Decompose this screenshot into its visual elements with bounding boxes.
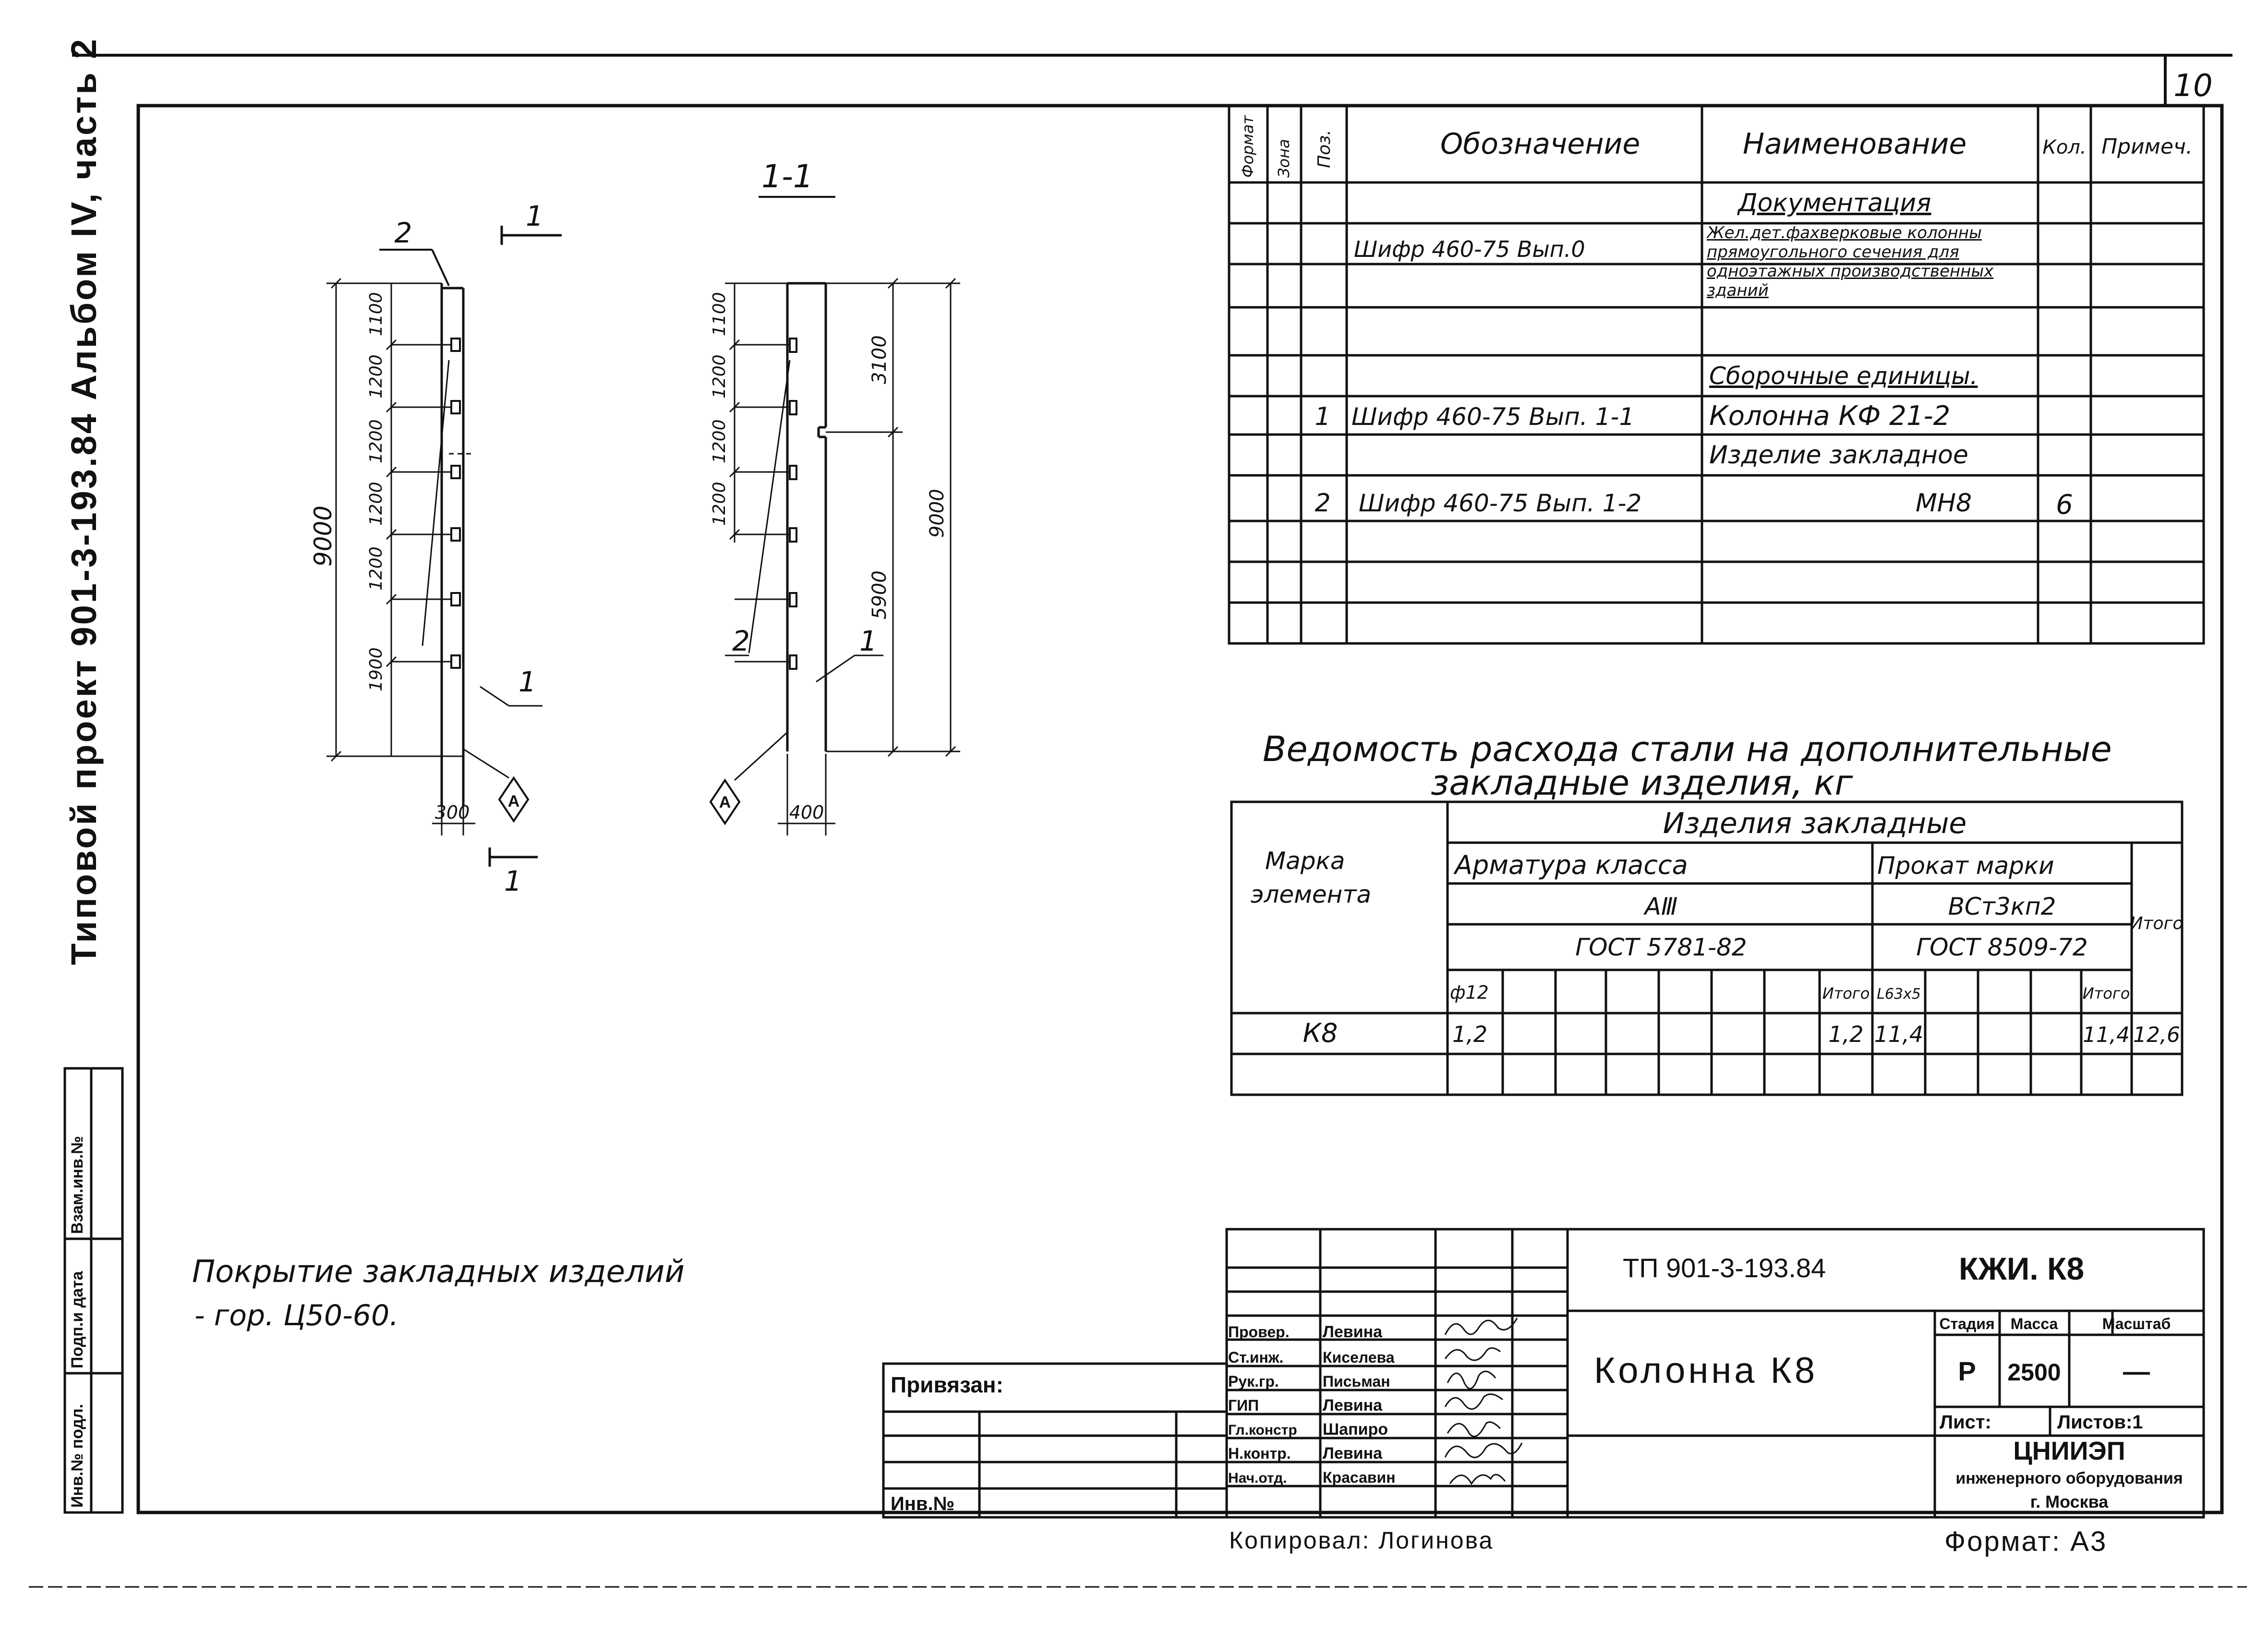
spec-table-header — [1239, 115, 2193, 178]
front-view-labels — [309, 200, 543, 897]
spec-row-pos: 2 — [1315, 489, 1331, 518]
section-tag-a: A — [719, 793, 731, 811]
sig-name: Красавин — [1323, 1469, 1396, 1486]
section-dim-1: 1100 — [710, 292, 729, 336]
front-tag-a: A — [507, 792, 520, 810]
scale-value: — — [2123, 1356, 2150, 1386]
drawing-name: Колонна К8 — [1594, 1350, 1818, 1391]
section-title: 1-1 — [761, 158, 813, 195]
front-dim-1: 1100 — [366, 292, 386, 336]
steel-row-mark: К8 — [1303, 1018, 1338, 1048]
steel-rebar-header: Арматура класса — [1455, 850, 1688, 880]
steel-element-mark-1: Марка — [1265, 847, 1345, 875]
sig-role: Гл.констр — [1228, 1422, 1297, 1438]
stage-value: Р — [1958, 1356, 1976, 1386]
steel-row-rolled-total: 11,4 — [2083, 1023, 2130, 1047]
steel-rolled-header: Прокат марки — [1877, 852, 2054, 880]
spec-header-qty: Кол. — [2042, 136, 2087, 158]
section-mark-top: 1 — [526, 200, 543, 232]
steel-element-mark-2: элемента — [1251, 881, 1372, 908]
section-dim-2: 1200 — [710, 354, 729, 399]
spec-row-name-multiline — [1707, 223, 2038, 310]
section-dim-3: 1200 — [710, 419, 729, 463]
sig-name: Шапиро — [1323, 1420, 1388, 1439]
front-dim-2: 1200 — [366, 354, 386, 399]
spec-row-name: МН8 — [1916, 489, 1972, 518]
sig-role: Ст.инж. — [1228, 1349, 1284, 1366]
section-dim-4: 1200 — [710, 482, 729, 526]
steel-row-angle: 11,4 — [1874, 1021, 1924, 1047]
front-total-height: 9000 — [309, 505, 337, 567]
mass-label: Масса — [2010, 1315, 2058, 1332]
copied-by: Копировал: Логинова — [1229, 1527, 1494, 1554]
steel-diam-header: ф12 — [1450, 982, 1489, 1003]
org-line1: ЦНИИЭП — [2013, 1437, 2125, 1465]
steel-rebar-total-header: Итого — [1822, 984, 1870, 1003]
steel-items-header: Изделия закладные — [1663, 807, 1967, 840]
section-view — [711, 197, 960, 835]
stamp-inv-podl: Инв.№ подл. — [68, 1403, 86, 1508]
spec-header-zone: Зона — [1275, 139, 1293, 178]
sig-name: Левина — [1323, 1396, 1383, 1415]
steel-rebar-gost: ГОСТ 5781-82 — [1575, 933, 1747, 961]
steel-rolled-grade: ВСт3кп2 — [1948, 893, 2056, 920]
sheets-label: Листов:1 — [2057, 1412, 2143, 1433]
handwritten-signatures — [1445, 1318, 1522, 1484]
sheet-number: 10 — [2173, 68, 2213, 104]
steel-rebar-class: АⅢ — [1644, 893, 1678, 920]
spec-header-name: Наименование — [1743, 127, 1967, 161]
front-width-dim: 300 — [434, 802, 470, 823]
sheet-label: Лист: — [1940, 1412, 1991, 1433]
steel-table-title-2: закладные изделия, кг — [1431, 762, 1853, 803]
side-project-title: Типовой проект 901-3-193.84 Альбом IV, часть 2 — [64, 37, 104, 965]
project-code: ТП 901-3-193.84 — [1623, 1253, 1826, 1283]
front-callout-2: 2 — [394, 217, 412, 249]
sheet-format: Формат: А3 — [1944, 1526, 2108, 1557]
sig-role: ГИП — [1228, 1397, 1259, 1414]
steel-total-header: Итого — [2130, 914, 2184, 933]
section-width-dim: 400 — [789, 802, 824, 823]
sig-role: Провер. — [1228, 1323, 1290, 1341]
front-dim-5: 1200 — [366, 546, 386, 591]
spec-row-name: Изделие закладное — [1709, 441, 1968, 470]
sig-name: Левина — [1323, 1323, 1383, 1341]
sig-name: Киселева — [1323, 1349, 1395, 1366]
mass-value: 2500 — [2007, 1359, 2061, 1386]
spec-section-documentation: Документация — [1738, 189, 1931, 218]
section-callout-1: 1 — [859, 625, 877, 657]
sig-name: Левина — [1323, 1444, 1383, 1463]
section-total-height: 9000 — [926, 489, 948, 538]
sig-role: Н.контр. — [1228, 1445, 1291, 1462]
steel-rolled-total-header: Итого — [2082, 984, 2130, 1003]
spec-header-pos: Поз. — [1315, 130, 1334, 168]
steel-row-d12: 1,2 — [1452, 1021, 1488, 1047]
sig-role: Рук.гр. — [1228, 1373, 1279, 1390]
org-line2: инженерного оборудования — [1955, 1469, 2183, 1488]
sig-role: Нач.отд. — [1228, 1470, 1287, 1486]
org-line3: г. Москва — [2030, 1492, 2109, 1512]
inv-label: Инв.№ — [891, 1493, 955, 1514]
steel-angle-header: L63х5 — [1877, 986, 1921, 1003]
section-view-labels — [710, 292, 948, 823]
drawing-code: КЖИ. К8 — [1959, 1251, 2085, 1286]
spec-row-designation: Шифр 460-75 Вып. 1-2 — [1359, 489, 1642, 517]
bound-label: Привязан: — [891, 1372, 1003, 1397]
front-dim-6: 1900 — [366, 647, 386, 691]
stamp-podp-data: Подп.и дата — [68, 1271, 86, 1368]
section-dim-upper: 3100 — [869, 335, 891, 384]
front-callout-1: 1 — [519, 665, 536, 698]
coating-note-line1: Покрытие закладных изделий — [192, 1254, 685, 1290]
spec-header-format: Формат — [1239, 115, 1257, 178]
stamp-vzam-inv: Взам.инв.№ — [68, 1136, 86, 1234]
steel-row-rebar-total: 1,2 — [1828, 1021, 1864, 1047]
spec-header-note: Примеч. — [2101, 134, 2193, 159]
section-mark-bottom: 1 — [504, 865, 522, 897]
spec-header-designation: Обозначение — [1440, 127, 1641, 161]
front-dim-4: 1200 — [366, 482, 386, 526]
spec-row-designation: Шифр 460-75 Вып. 1-1 — [1351, 403, 1635, 431]
section-dim-lower: 5900 — [869, 570, 891, 619]
spec-row-name: Колонна КФ 21-2 — [1709, 400, 1951, 432]
spec-row-pos: 1 — [1315, 402, 1331, 431]
coating-note-line2: - гор. Ц50-60. — [194, 1299, 399, 1332]
spec-row-designation: Шифр 460-75 Вып.0 — [1354, 236, 1585, 262]
spec-section-assemblies: Сборочные единицы. — [1709, 362, 1978, 390]
front-dim-3: 1200 — [366, 419, 386, 463]
steel-row-total: 12,6 — [2133, 1023, 2180, 1047]
stage-label: Стадия — [1939, 1315, 1995, 1332]
spec-row-name-text: Жел.дет.фахверковые колонны прямоугольного сечения для одноэтажных производственных зданий — [1707, 223, 1994, 300]
scale-label: Масштаб — [2102, 1315, 2171, 1332]
front-view — [326, 226, 562, 867]
sig-name: Письман — [1323, 1373, 1390, 1390]
steel-table-title-1: Ведомость расхода стали на дополнительные — [1263, 729, 2112, 769]
steel-rolled-gost: ГОСТ 8509-72 — [1916, 933, 2088, 961]
section-callout-2: 2 — [732, 625, 750, 657]
spec-row-qty: 6 — [2056, 489, 2073, 520]
